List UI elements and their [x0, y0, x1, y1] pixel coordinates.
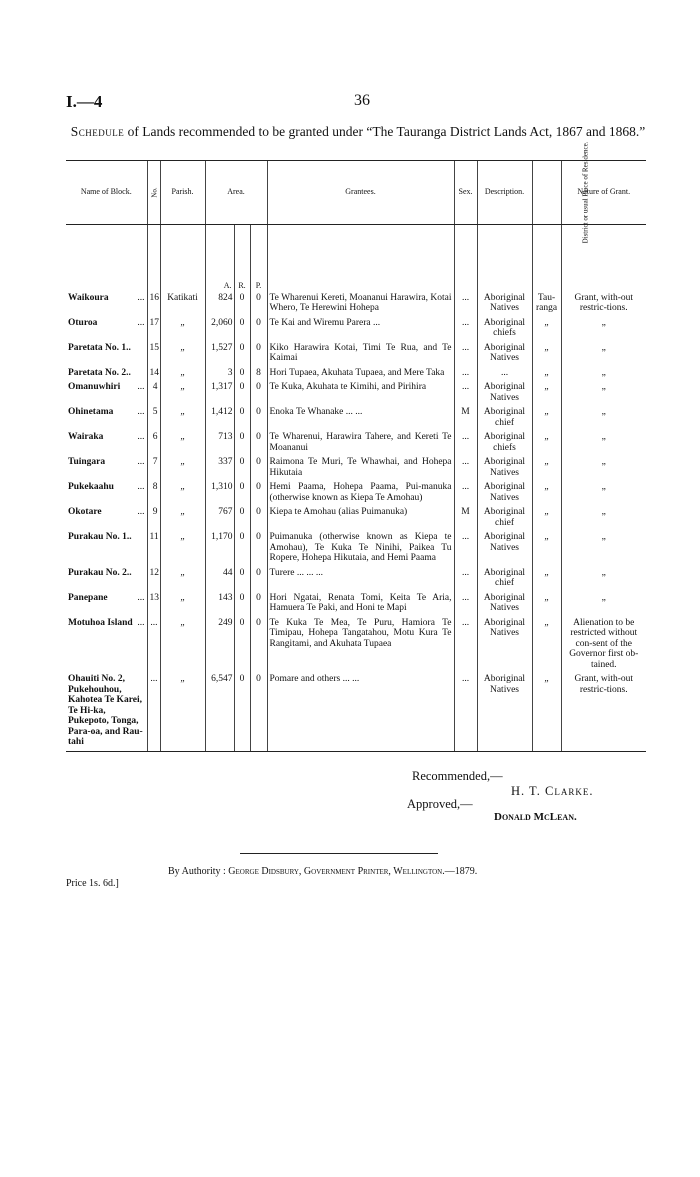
table-row — [66, 342, 646, 367]
schedule-title — [68, 123, 648, 140]
area-perches: 0 — [250, 592, 267, 617]
table-row — [66, 381, 646, 406]
area-perches: 0 — [250, 292, 267, 317]
parish: „ — [160, 673, 205, 751]
residence: „ — [532, 406, 561, 431]
description: Aboriginal Natives — [477, 481, 532, 506]
block-name: Wairaka ... — [68, 432, 145, 442]
block-number: 15 — [147, 342, 160, 367]
leader-dots: ... — [137, 617, 145, 628]
grant-nature: „ — [561, 481, 646, 506]
area-perches: 0 — [250, 317, 267, 342]
area-acres: 1,527 — [205, 342, 234, 367]
area-perches: 0 — [250, 381, 267, 406]
area-roods: 0 — [234, 506, 250, 531]
grantees: Hemi Paama, Hohepa Paama, Pui-manuka (otherwise known as Kiepa Te Amohau) — [267, 481, 454, 506]
grant-nature: „ — [561, 567, 646, 592]
leader-dots: ... — [137, 432, 145, 442]
sex: ... — [454, 481, 477, 506]
area-acres: 1,412 — [205, 406, 234, 431]
recommended-signature: H. T. Clarke. — [511, 784, 594, 798]
residence: „ — [532, 456, 561, 481]
sex: ... — [454, 292, 477, 317]
block-number: 11 — [147, 531, 160, 567]
block-name: Ohauiti No. 2, Pukehouhou, Kahotea Te Karei, Te Hi-ka, Pukepoto, Tonga, Para-oa, and Rau-tahi — [66, 673, 147, 751]
area-roods: 0 — [234, 381, 250, 406]
table-row — [66, 292, 646, 317]
area-perches: 0 — [250, 406, 267, 431]
residence: „ — [532, 481, 561, 506]
printer-imprint — [168, 866, 477, 877]
parish: „ — [160, 406, 205, 431]
grant-nature: „ — [561, 592, 646, 617]
recommended-label: Recommended,— — [412, 769, 503, 783]
area-perches: 0 — [250, 673, 267, 751]
table-row — [66, 317, 646, 342]
parish: „ — [160, 506, 205, 531]
residence: „ — [532, 673, 561, 751]
residence: „ — [532, 592, 561, 617]
area-roods: 0 — [234, 481, 250, 506]
table-row — [66, 431, 646, 456]
grantees: Enoka Te Whanake ... ... — [267, 406, 454, 431]
residence: „ — [532, 617, 561, 674]
area-roods: 0 — [234, 617, 250, 674]
area-perches: 0 — [250, 506, 267, 531]
area-perches: 0 — [250, 617, 267, 674]
area-roods: 0 — [234, 292, 250, 317]
parish: Katikati — [160, 292, 205, 317]
description: Aboriginal chief — [477, 406, 532, 431]
block-name: Purakau No. 1.. — [68, 532, 132, 542]
grantees: Kiko Harawira Kotai, Timi Te Rua, and Te Kaimai — [267, 342, 454, 367]
block-name: Motuhoa Island ... — [68, 617, 145, 628]
area-acres: 337 — [205, 456, 234, 481]
area-roods: 0 — [234, 592, 250, 617]
sex: ... — [454, 617, 477, 674]
footer-rule — [240, 853, 438, 854]
area-perches: 0 — [250, 456, 267, 481]
block-name: Paretata No. 1.. — [68, 342, 131, 353]
block-name: Omanuwhiri ... — [68, 382, 145, 392]
parish: „ — [160, 456, 205, 481]
description: Aboriginal chiefs — [477, 431, 532, 456]
description: Aboriginal Natives — [477, 673, 532, 751]
residence: „ — [532, 567, 561, 592]
grant-nature: „ — [561, 431, 646, 456]
block-name: Okotare ... — [68, 507, 145, 517]
area-acres: 3 — [205, 367, 234, 382]
sex: ... — [454, 342, 477, 367]
description: Aboriginal Natives — [477, 592, 532, 617]
area-roods: 0 — [234, 342, 250, 367]
area-perches: 0 — [250, 531, 267, 567]
grant-nature: „ — [561, 381, 646, 406]
block-name: Purakau No. 2.. — [68, 567, 132, 578]
description: Aboriginal chief — [477, 506, 532, 531]
grant-nature: „ — [561, 406, 646, 431]
approved-label: Approved,— — [407, 797, 473, 811]
table-row — [66, 673, 646, 751]
block-name: Oturoa ... — [68, 317, 145, 328]
residence: „ — [532, 367, 561, 382]
price-label: Price 1s. 6d.] — [66, 878, 119, 889]
approved-signature: Donald McLean. — [494, 811, 577, 823]
area-roods: 0 — [234, 456, 250, 481]
block-number: 12 — [147, 567, 160, 592]
parish: „ — [160, 567, 205, 592]
area-roods: 0 — [234, 367, 250, 382]
area-roods: 0 — [234, 531, 250, 567]
parish: „ — [160, 317, 205, 342]
grantees: Te Wharenui, Harawira Tahere, and Kereti Te Moananui — [267, 431, 454, 456]
grant-nature: „ — [561, 456, 646, 481]
sex: ... — [454, 456, 477, 481]
sex: ... — [454, 567, 477, 592]
grant-nature: „ — [561, 342, 646, 367]
unit-perches: P. — [250, 225, 267, 292]
table-header-row — [66, 161, 646, 225]
area-acres: 143 — [205, 592, 234, 617]
header-sex: Sex. — [454, 161, 477, 225]
description: ... — [477, 367, 532, 382]
table-row — [66, 592, 646, 617]
leader-dots: ... — [137, 317, 145, 328]
block-number: ... — [147, 673, 160, 751]
table-row — [66, 531, 646, 567]
area-acres: 6,547 — [205, 673, 234, 751]
sex: ... — [454, 673, 477, 751]
grant-nature: Alienation to be restricted without con-sent of the Governor first ob-tained. — [561, 617, 646, 674]
grantees: Turere ... ... ... — [267, 567, 454, 592]
header-no: No. — [147, 161, 160, 225]
sex: M — [454, 406, 477, 431]
residence: Tau-ranga — [532, 292, 561, 317]
grant-nature: „ — [561, 506, 646, 531]
parish: „ — [160, 592, 205, 617]
header-residence: District or usual Place of Residence. — [532, 161, 561, 225]
grantees: Pomare and others ... ... — [267, 673, 454, 751]
residence: „ — [532, 342, 561, 367]
schedule-table — [66, 141, 646, 752]
area-perches: 0 — [250, 567, 267, 592]
area-roods: 0 — [234, 406, 250, 431]
description: Aboriginal Natives — [477, 456, 532, 481]
header-nature: Nature of Grant. — [561, 161, 646, 225]
table-row — [66, 456, 646, 481]
parish: „ — [160, 431, 205, 456]
block-name: Paretata No. 2.. — [68, 367, 131, 378]
grantees: Hori Tupaea, Akuhata Tupaea, and Mere Taka — [267, 367, 454, 382]
header-parish: Parish. — [160, 161, 205, 225]
grantees: Hori Ngatai, Renata Tomi, Keita Te Aria, Hamuera Te Paki, and Honi te Mapi — [267, 592, 454, 617]
area-perches: 0 — [250, 342, 267, 367]
grantees: Raimona Te Muri, Te Whawhai, and Hohepa Hikutaia — [267, 456, 454, 481]
header-description: Description. — [477, 161, 532, 225]
sex: ... — [454, 592, 477, 617]
grant-nature: „ — [561, 531, 646, 567]
parish: „ — [160, 481, 205, 506]
sex: ... — [454, 531, 477, 567]
grantees: Te Kuka Te Mea, Te Puru, Hamiora Te Timipau, Hohepa Tangatahou, Motu Kura Te Rangitami, and Akuhata Tupaea — [267, 617, 454, 674]
leader-dots: ... — [137, 482, 145, 492]
area-roods: 0 — [234, 673, 250, 751]
area-acres: 1,170 — [205, 531, 234, 567]
block-number: 4 — [147, 381, 160, 406]
area-perches: 8 — [250, 367, 267, 382]
area-acres: 1,310 — [205, 481, 234, 506]
area-perches: 0 — [250, 431, 267, 456]
area-roods: 0 — [234, 317, 250, 342]
leader-dots: ... — [137, 407, 145, 417]
block-number: 13 — [147, 592, 160, 617]
parish: „ — [160, 531, 205, 567]
table-body — [66, 225, 646, 752]
block-name: Waikoura ... — [68, 292, 145, 303]
title-lead: Schedule — [70, 124, 125, 139]
area-roods: 0 — [234, 431, 250, 456]
grantees: Kiepa te Amohau (alias Puimanuka) — [267, 506, 454, 531]
block-name: Tuingara ... — [68, 457, 145, 467]
area-acres: 767 — [205, 506, 234, 531]
description: Aboriginal Natives — [477, 617, 532, 674]
leader-dots: ... — [137, 592, 145, 603]
leader-dots: ... — [137, 507, 145, 517]
block-number: 6 — [147, 431, 160, 456]
leader-dots: ... — [137, 292, 145, 303]
header-area: Area. — [205, 161, 267, 225]
residence: „ — [532, 431, 561, 456]
block-number: 8 — [147, 481, 160, 506]
description: Aboriginal Natives — [477, 531, 532, 567]
residence: „ — [532, 506, 561, 531]
block-number: 7 — [147, 456, 160, 481]
sex: ... — [454, 317, 477, 342]
area-units-row — [66, 225, 646, 292]
residence: „ — [532, 381, 561, 406]
table-row — [66, 406, 646, 431]
leader-dots: ... — [137, 457, 145, 467]
grant-nature: Grant, with-out restric-tions. — [561, 292, 646, 317]
area-acres: 249 — [205, 617, 234, 674]
description: Aboriginal Natives — [477, 342, 532, 367]
sex: M — [454, 506, 477, 531]
table-row — [66, 567, 646, 592]
page-identifier: I.—4 — [66, 92, 103, 111]
parish: „ — [160, 342, 205, 367]
block-name: Ohinetama ... — [68, 407, 145, 417]
header-grantees: Grantees. — [267, 161, 454, 225]
parish: „ — [160, 617, 205, 674]
description: Aboriginal Natives — [477, 381, 532, 406]
grant-nature: „ — [561, 317, 646, 342]
header-block-name: Name of Block. — [66, 161, 147, 225]
area-acres: 2,060 — [205, 317, 234, 342]
parish: „ — [160, 367, 205, 382]
table-row — [66, 506, 646, 531]
grant-nature: „ — [561, 367, 646, 382]
area-acres: 824 — [205, 292, 234, 317]
block-name: Panepane ... — [68, 592, 145, 603]
description: Aboriginal chiefs — [477, 317, 532, 342]
description: Aboriginal chief — [477, 567, 532, 592]
area-perches: 0 — [250, 481, 267, 506]
table-row — [66, 481, 646, 506]
area-acres: 713 — [205, 431, 234, 456]
unit-roods: R. — [234, 225, 250, 292]
unit-acres: A. — [205, 225, 234, 292]
area-roods: 0 — [234, 567, 250, 592]
grant-nature: Grant, with-out restric-tions. — [561, 673, 646, 751]
parish: „ — [160, 381, 205, 406]
grantees: Te Kuka, Akuhata te Kimihi, and Pirihira — [267, 381, 454, 406]
table-row — [66, 617, 646, 674]
block-number: ... — [147, 617, 160, 674]
sex: ... — [454, 431, 477, 456]
area-acres: 44 — [205, 567, 234, 592]
grantees: Puimanuka (otherwise known as Kiepa te Amohau), Te Kuka Te Ninihi, Paikea Tu Ropere, Hohepa Hikutaia, and Hemi Paama — [267, 531, 454, 567]
page-number: 36 — [354, 92, 370, 109]
residence: „ — [532, 317, 561, 342]
printer-name: George Didsbury, Government Printer, Wellington.—1879. — [228, 866, 478, 877]
authority-prefix: By Authority : — [168, 866, 226, 877]
block-number: 14 — [147, 367, 160, 382]
area-acres: 1,317 — [205, 381, 234, 406]
description: Aboriginal Natives — [477, 292, 532, 317]
grantees: Te Wharenui Kereti, Moananui Harawira, Kotai Whero, Te Herewini Hohepa — [267, 292, 454, 317]
block-number: 17 — [147, 317, 160, 342]
block-number: 5 — [147, 406, 160, 431]
block-number: 9 — [147, 506, 160, 531]
sex: ... — [454, 367, 477, 382]
leader-dots: ... — [137, 382, 145, 392]
table-row — [66, 367, 646, 382]
grantees: Te Kai and Wiremu Parera ... — [267, 317, 454, 342]
block-name: Pukekaahu ... — [68, 482, 145, 492]
title-text: of Lands recommended to be granted under “The Tauranga District Lands Act, 1867 and 1868.” — [127, 124, 646, 139]
block-number: 16 — [147, 292, 160, 317]
sex: ... — [454, 381, 477, 406]
residence: „ — [532, 531, 561, 567]
